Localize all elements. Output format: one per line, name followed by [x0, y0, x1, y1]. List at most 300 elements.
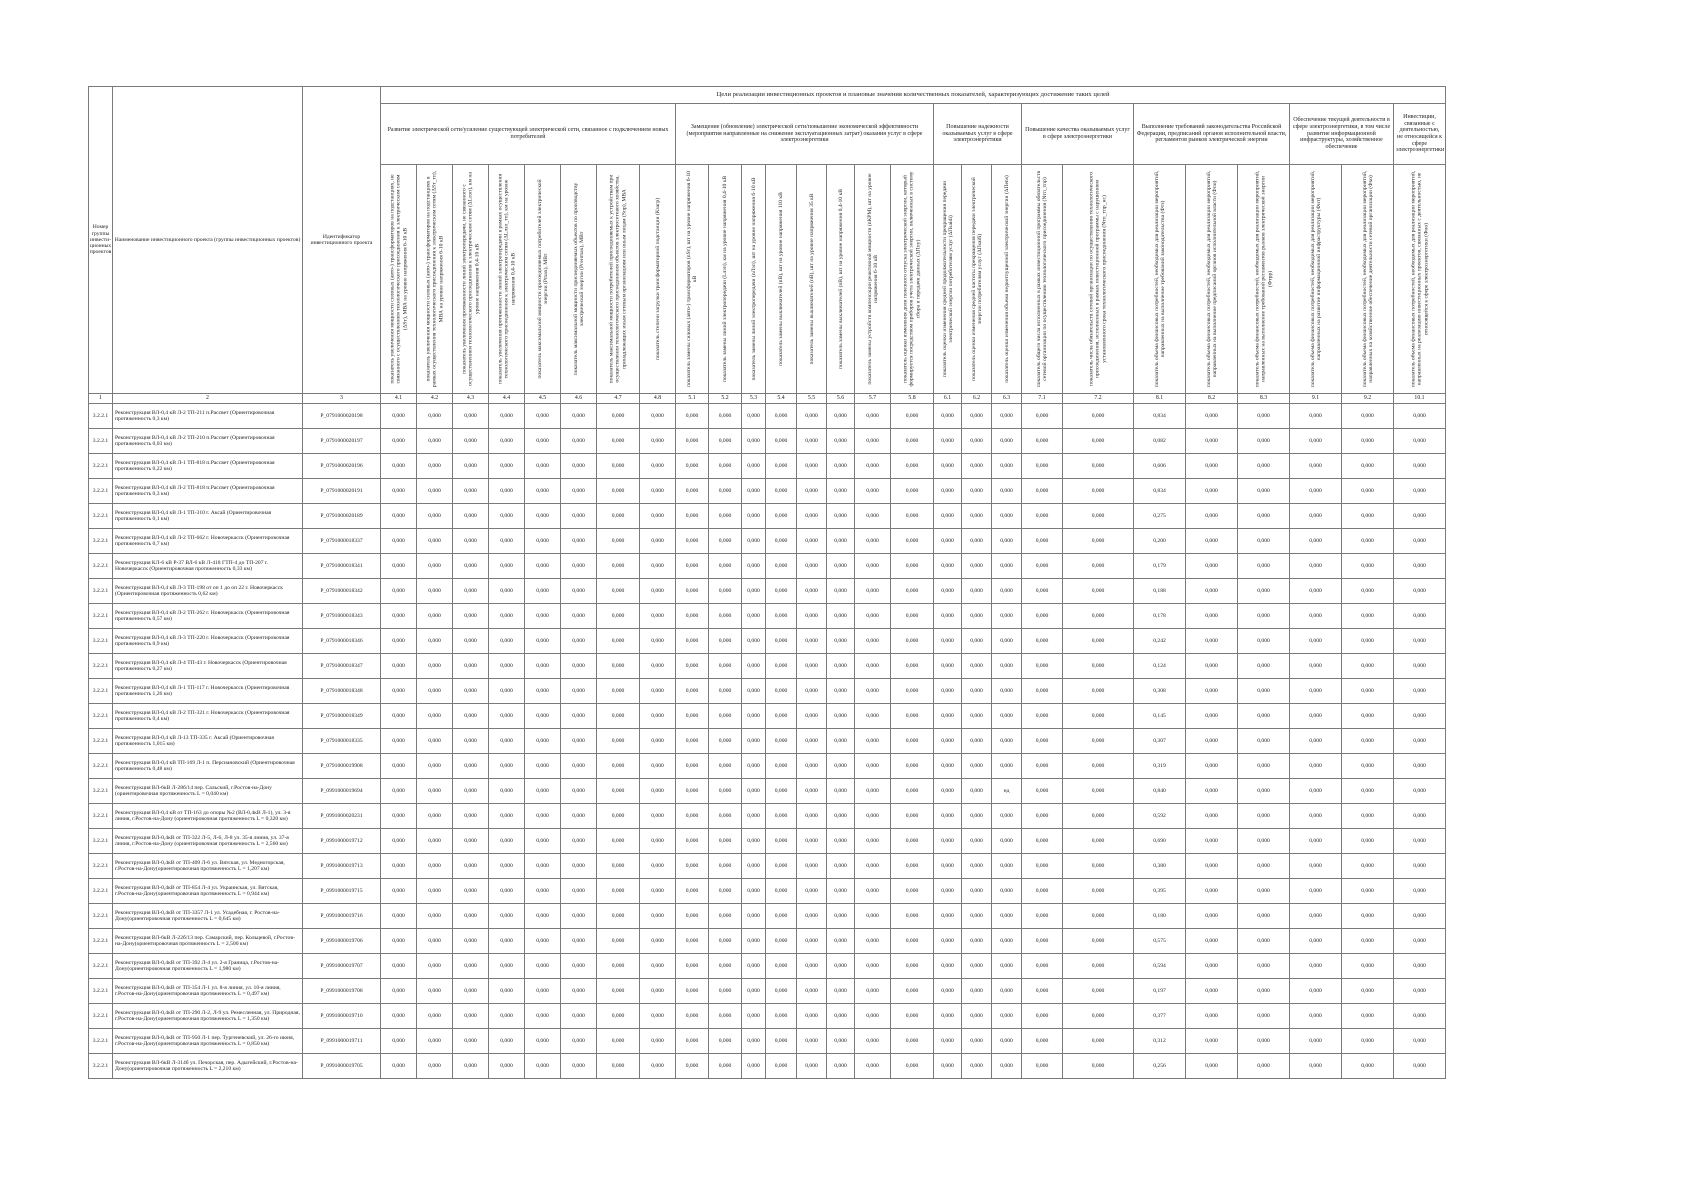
row-indicator-value: 0,000	[1186, 1029, 1238, 1054]
row-project-id: P_0791000018343	[303, 604, 381, 629]
row-indicator-value: 0,000	[1290, 504, 1342, 529]
header-indicator	[962, 165, 992, 394]
row-indicator-value: 0,000	[1186, 929, 1238, 954]
row-indicator-value: 0,000	[1063, 679, 1134, 704]
row-indicator-value: 0,000	[597, 479, 640, 504]
row-indicator-value: 0,000	[742, 979, 766, 1004]
row-indicator-value: 0,000	[561, 654, 597, 679]
row-indicator-value: 0,000	[855, 454, 891, 479]
row-indicator-value: 0,000	[934, 804, 962, 829]
row-indicator-value: 0,000	[525, 629, 561, 654]
row-indicator-value: 0,000	[453, 904, 489, 929]
table-row	[89, 954, 1446, 979]
row-indicator-value: 0,000	[934, 1029, 962, 1054]
row-indicator-value: 0,000	[1342, 454, 1394, 479]
row-indicator-value: 0,000	[766, 979, 797, 1004]
row-indicator-value: 0,000	[766, 829, 797, 854]
row-indicator-value: 0,000	[453, 929, 489, 954]
header-indicator-text: показатель оценки изменения объема недоотпущенной электрической энергии (ΔПens)	[1003, 175, 1010, 383]
row-indicator-value: 0,000	[676, 579, 709, 604]
row-indicator-value: 0,000	[640, 479, 676, 504]
row-indicator-value: 0,000	[381, 929, 417, 954]
row-indicator-value: 0,000	[709, 829, 742, 854]
header-indicator	[827, 165, 855, 394]
header-indicator-text: показатель объема финансовых потребностей, необходимых для реализации мероприятий, направленных на выполнение требований регламентов рынков электрической энергии (Фтрр)	[1254, 170, 1273, 388]
header-indicator-text: показатель числа обязательств сетевой организации по осуществлению технологического присоединения, исполненных в рамках инвестиционной программы с нарушением установленного срока технологического присоединения (Nтп_тпр_нс)	[1088, 171, 1108, 387]
row-indicator-value: 0,000	[1063, 854, 1134, 879]
row-indicator-value: 0,000	[766, 704, 797, 729]
row-indicator-value: 0,000	[417, 404, 453, 429]
row-indicator-value: 0,000	[453, 554, 489, 579]
row-indicator-value: 0,000	[1394, 529, 1446, 554]
row-indicator-value: 0,000	[453, 679, 489, 704]
row-indicator-value: 0,000	[855, 504, 891, 529]
row-indicator-value: 0,000	[742, 504, 766, 529]
column-number: 5.4	[766, 394, 797, 404]
row-indicator-value: 0,000	[934, 754, 962, 779]
row-indicator-value: 0,000	[1342, 754, 1394, 779]
row-indicator-value: 0,000	[561, 579, 597, 604]
row-indicator-value: 0,000	[1342, 979, 1394, 1004]
row-indicator-value: 0,000	[597, 829, 640, 854]
row-indicator-value: 0,000	[489, 604, 525, 629]
row-project-id: P_0791000020197	[303, 429, 381, 454]
row-indicator-value: 0,000	[1063, 929, 1134, 954]
header-indicator	[1063, 165, 1134, 394]
row-indicator-value: 0,000	[1290, 754, 1342, 779]
row-indicator-value: 0,000	[709, 629, 742, 654]
row-indicator-value: 0,000	[766, 954, 797, 979]
row-indicator-value: 0,000	[417, 479, 453, 504]
row-indicator-value: 0,000	[640, 754, 676, 779]
row-indicator-value: 0,000	[797, 904, 827, 929]
row-indicator-value: 0,000	[561, 804, 597, 829]
column-number: 7.2	[1063, 394, 1134, 404]
row-indicator-value: 0,000	[891, 1004, 934, 1029]
row-indicator-value: 0,000	[827, 554, 855, 579]
row-indicator-value: 0,000	[1022, 1004, 1063, 1029]
row-indicator-value: 0,000	[525, 404, 561, 429]
row-indicator-value: 0,000	[525, 779, 561, 804]
row-indicator-value: 0,000	[891, 429, 934, 454]
row-group-number: 3.2.2.1	[89, 579, 113, 604]
row-indicator-value: 0,000	[1022, 829, 1063, 854]
row-group-number: 3.2.2.1	[89, 429, 113, 454]
header-indicator-text: показатель объема финансовых потребностей, необходимых для реализации мероприятий, направленных на реализацию инвестиционных проектов, связанных с деятельностью, не относящейся к сфере электроэнергетики (Фно)	[1410, 170, 1429, 388]
row-project-id: P_0791000019908	[303, 754, 381, 779]
row-indicator-value: 0,000	[797, 554, 827, 579]
row-indicator-value: 0,000	[561, 729, 597, 754]
row-indicator-value: 0,000	[766, 904, 797, 929]
row-indicator-value: 0,000	[676, 704, 709, 729]
row-indicator-value: 0,000	[797, 829, 827, 854]
header-goal-group: Обеспечение текущей деятельности в сфере электроэнергетики, в том числе развитие информационной инфраструктуры, хозяйственное обеспечение	[1290, 104, 1394, 165]
row-indicator-value: 0,000	[525, 704, 561, 729]
row-indicator-value: 0,000	[709, 929, 742, 954]
row-indicator-value: 0,000	[827, 754, 855, 779]
row-indicator-value: 0,000	[1342, 579, 1394, 604]
row-indicator-value: 0,000	[1394, 1004, 1446, 1029]
row-indicator-value: 0,592	[1134, 804, 1186, 829]
row-indicator-value: 0,000	[1290, 1004, 1342, 1029]
row-indicator-value: 0,000	[891, 954, 934, 979]
row-indicator-value: 0,000	[1394, 804, 1446, 829]
column-number: 4.8	[640, 394, 676, 404]
row-group-number: 3.2.2.1	[89, 729, 113, 754]
row-indicator-value: 0,000	[525, 754, 561, 779]
row-group-number: 3.2.2.1	[89, 954, 113, 979]
column-number: 10.1	[1394, 394, 1446, 404]
row-indicator-value: 0,000	[489, 1054, 525, 1079]
row-indicator-value: 0,000	[1238, 479, 1290, 504]
row-indicator-value: 0,000	[1186, 404, 1238, 429]
row-indicator-value: 0,000	[453, 1004, 489, 1029]
row-indicator-value: 0,000	[1186, 679, 1238, 704]
row-indicator-value: 0,000	[381, 729, 417, 754]
row-indicator-value: 0,000	[766, 654, 797, 679]
row-indicator-value: 0,000	[381, 704, 417, 729]
row-project-id: P_0791000018346	[303, 629, 381, 654]
row-indicator-value: 0,000	[453, 429, 489, 454]
row-indicator-value: 0,000	[766, 529, 797, 554]
row-indicator-value: 0,000	[709, 1054, 742, 1079]
row-indicator-value: 0,000	[381, 1004, 417, 1029]
row-indicator-value: 0,000	[1238, 604, 1290, 629]
row-indicator-value: 0,000	[855, 879, 891, 904]
row-indicator-value: 0,000	[561, 679, 597, 704]
row-indicator-value: 0,000	[1063, 479, 1134, 504]
row-indicator-value: 0,000	[453, 604, 489, 629]
header-goal-group: Выполнение требований законодательства Российской Федерации, предписаний органов исполнительной власти, регламентов рынков электрической энергии	[1134, 104, 1290, 165]
row-indicator-value: 0,000	[453, 954, 489, 979]
row-indicator-value: 0,000	[1342, 804, 1394, 829]
row-indicator-value: 0,000	[489, 854, 525, 879]
row-indicator-value: 0,000	[797, 629, 827, 654]
row-indicator-value: 0,000	[766, 429, 797, 454]
row-indicator-value: 0,000	[891, 679, 934, 704]
row-indicator-value: 0,000	[742, 429, 766, 454]
row-indicator-value: 0,000	[1342, 504, 1394, 529]
row-indicator-value: 0,000	[489, 979, 525, 1004]
row-indicator-value: 0,000	[934, 579, 962, 604]
row-indicator-value: 0,000	[597, 1004, 640, 1029]
row-indicator-value: 0,000	[1342, 679, 1394, 704]
table-row	[89, 404, 1446, 429]
row-indicator-value: 0,000	[709, 904, 742, 929]
row-indicator-value: 0,000	[709, 979, 742, 1004]
row-indicator-value: 0,000	[381, 979, 417, 1004]
row-project-id: P_0991000019713	[303, 854, 381, 879]
row-group-number: 3.2.2.1	[89, 754, 113, 779]
row-indicator-value: 0,000	[676, 479, 709, 504]
row-indicator-value: 0,000	[1063, 754, 1134, 779]
header-indicator-text: показатель увеличения протяженности линий электропередачи в рамках осуществления технологического присоединения к электрическим сетям (ΔLлэп_тп), км на уровне напряжения 0,4-10 кВ	[497, 173, 516, 385]
table-row	[89, 579, 1446, 604]
row-indicator-value: 0,000	[827, 1029, 855, 1054]
row-indicator-value: 0,000	[1063, 979, 1134, 1004]
row-indicator-value: 0,000	[417, 679, 453, 704]
row-indicator-value: 0,000	[561, 979, 597, 1004]
row-indicator-value: 0,000	[766, 804, 797, 829]
row-indicator-value: 0,000	[855, 829, 891, 854]
row-indicator-value: 0,124	[1134, 654, 1186, 679]
row-indicator-value: 0,000	[1290, 679, 1342, 704]
row-indicator-value: 0,000	[640, 579, 676, 604]
row-indicator-value: 0,000	[417, 1054, 453, 1079]
row-indicator-value: 0,000	[992, 979, 1022, 1004]
row-indicator-value: 0,000	[709, 529, 742, 554]
header-indicator-text: показатель объема финансовых потребностей, необходимых для реализации мероприятий, направленных на хозяйственное обеспечение деятельности сетевой организации (Фхо)	[1361, 170, 1374, 388]
row-project-name: Реконструкция ВЛ-0,4 кВ Л-1 ТП-818 п.Рассвет (Ориентировочная протяженность 0,22 км)	[113, 454, 303, 479]
row-indicator-value: 0,000	[1290, 704, 1342, 729]
row-indicator-value: 0,000	[417, 654, 453, 679]
row-indicator-value: 0,000	[934, 504, 962, 529]
table-row	[89, 854, 1446, 879]
row-indicator-value: 0,000	[992, 504, 1022, 529]
row-indicator-value: 0,000	[1342, 954, 1394, 979]
row-indicator-value: 0,000	[489, 754, 525, 779]
row-indicator-value: 0,000	[417, 729, 453, 754]
row-indicator-value: 0,000	[525, 454, 561, 479]
row-indicator-value: 0,000	[1022, 1029, 1063, 1054]
table-row	[89, 729, 1446, 754]
row-indicator-value: 0,000	[1290, 854, 1342, 879]
row-indicator-value: 0,000	[640, 1004, 676, 1029]
row-indicator-value: 0,000	[766, 454, 797, 479]
table-row	[89, 929, 1446, 954]
row-project-id: P_0991000019716	[303, 904, 381, 929]
row-indicator-value: 0,000	[1290, 829, 1342, 854]
row-indicator-value: 0,000	[1238, 854, 1290, 879]
row-project-id: P_0791000018349	[303, 704, 381, 729]
row-indicator-value: 0,000	[381, 1054, 417, 1079]
row-indicator-value: 0,000	[489, 879, 525, 904]
row-indicator-value: 0,000	[797, 754, 827, 779]
row-indicator-value: 0,000	[891, 829, 934, 854]
row-indicator-value: 0,000	[381, 429, 417, 454]
row-indicator-value: 0,000	[676, 854, 709, 879]
row-indicator-value: 0,000	[561, 404, 597, 429]
row-indicator-value: 0,256	[1134, 1054, 1186, 1079]
row-indicator-value: 0,000	[640, 879, 676, 904]
row-indicator-value: 0,000	[417, 704, 453, 729]
row-indicator-value: 0,000	[797, 1054, 827, 1079]
row-indicator-value: 0,000	[561, 1054, 597, 1079]
row-indicator-value: 0,000	[1342, 929, 1394, 954]
row-indicator-value: 0,000	[640, 1054, 676, 1079]
row-indicator-value: 0,000	[1394, 779, 1446, 804]
table-row	[89, 679, 1446, 704]
row-indicator-value: 0,000	[827, 404, 855, 429]
row-indicator-value: 0,000	[797, 454, 827, 479]
row-indicator-value: 0,000	[417, 754, 453, 779]
row-group-number: 3.2.2.1	[89, 704, 113, 729]
row-indicator-value: 0,275	[1134, 504, 1186, 529]
row-indicator-value: 0,000	[827, 804, 855, 829]
header-project-id: Идентификатор инвестиционного проекта	[303, 87, 381, 394]
header-indicator-text: показатель увеличения мощности силовых (авто-) трансформаторов на подстанциях в рамках осуществления технологического присоединения к электрическим сетям (ΔSт_тп), МВА на уровне напряжения 6-10 кВ	[425, 170, 444, 388]
row-indicator-value: 0,000	[453, 579, 489, 604]
row-indicator-value: 0,000	[962, 629, 992, 654]
row-indicator-value: 0,000	[453, 404, 489, 429]
row-project-name: Реконструкция ВЛ-0,4 кВ Л-2 ТП-210 п.Рассвет (Ориентировочная протяженность 0,03 км)	[113, 429, 303, 454]
row-indicator-value: 0,000	[934, 929, 962, 954]
row-indicator-value: 0,000	[417, 429, 453, 454]
row-indicator-value: 0,000	[489, 729, 525, 754]
row-indicator-value: 0,000	[709, 479, 742, 504]
row-indicator-value: 0,000	[934, 979, 962, 1004]
row-indicator-value: 0,000	[381, 454, 417, 479]
row-indicator-value: 0,000	[417, 579, 453, 604]
row-indicator-value: 0,000	[1394, 954, 1446, 979]
row-indicator-value: 0,000	[855, 979, 891, 1004]
row-indicator-value: 0,000	[676, 779, 709, 804]
row-indicator-value: 0,000	[855, 679, 891, 704]
row-indicator-value: 0,000	[962, 404, 992, 429]
row-indicator-value: 0,000	[597, 1029, 640, 1054]
row-indicator-value: 0,000	[597, 954, 640, 979]
row-indicator-value: 0,000	[891, 979, 934, 1004]
row-indicator-value: 0,000	[1238, 529, 1290, 554]
row-indicator-value: 0,000	[1022, 629, 1063, 654]
row-indicator-value: 0,000	[962, 504, 992, 529]
row-indicator-value: 0,000	[453, 479, 489, 504]
header-indicator	[1134, 165, 1186, 394]
row-indicator-value: 0,000	[381, 879, 417, 904]
row-project-id: P_0991000019705	[303, 1054, 381, 1079]
row-indicator-value: 0,000	[934, 604, 962, 629]
row-indicator-value: 0,000	[561, 754, 597, 779]
row-indicator-value: 0,000	[891, 454, 934, 479]
row-indicator-value: 0,000	[561, 504, 597, 529]
row-group-number: 3.2.2.1	[89, 929, 113, 954]
row-project-name: Реконструкция ВЛ-0,4кВ от ТП-3357 Л-1 ул. Усадебная, г. Ростов-на-Дону(ориентировочная протяженность L = 0,645 км)	[113, 904, 303, 929]
row-indicator-value: 0,000	[676, 829, 709, 854]
row-indicator-value: 0,000	[1342, 554, 1394, 579]
row-indicator-value: 0,000	[891, 404, 934, 429]
row-indicator-value: 0,000	[1063, 954, 1134, 979]
table-row	[89, 754, 1446, 779]
row-indicator-value: 0,000	[962, 829, 992, 854]
row-indicator-value: 0,000	[855, 479, 891, 504]
column-number: 8.2	[1186, 394, 1238, 404]
row-indicator-value: 0,000	[561, 704, 597, 729]
header-indicator-text: показатель замены выключателей (nВ), шт на уровне напряжения 35 кВ	[808, 193, 815, 365]
row-indicator-value: 0,000	[992, 1004, 1022, 1029]
header-indicator-text: показатель замены силовых (авто-) трансформаторов (nSт), шт на уровне напряжения 6-10 кВ	[685, 171, 698, 387]
row-indicator-value: 0,000	[992, 854, 1022, 879]
row-indicator-value: 0,000	[709, 854, 742, 879]
row-indicator-value: 0,000	[709, 429, 742, 454]
row-group-number: 3.2.2.1	[89, 454, 113, 479]
row-indicator-value: 0,000	[992, 954, 1022, 979]
row-indicator-value: 0,000	[934, 429, 962, 454]
row-indicator-value: 0,000	[640, 729, 676, 754]
row-indicator-value: 0,000	[992, 479, 1022, 504]
row-indicator-value: 0,000	[525, 654, 561, 679]
row-indicator-value: 0,000	[561, 779, 597, 804]
row-indicator-value: 0,000	[597, 529, 640, 554]
row-indicator-value: 0,000	[417, 504, 453, 529]
row-project-id: P_0791000018347	[303, 654, 381, 679]
row-indicator-value: 0,000	[1238, 554, 1290, 579]
row-indicator-value: 0,000	[797, 979, 827, 1004]
row-indicator-value: 0,000	[489, 779, 525, 804]
row-indicator-value: 0,000	[827, 529, 855, 554]
row-indicator-value: 0,000	[640, 429, 676, 454]
row-indicator-value: 0,834	[1134, 479, 1186, 504]
row-indicator-value: 0,000	[797, 854, 827, 879]
column-number: 4.4	[489, 394, 525, 404]
row-indicator-value: 0,000	[1063, 629, 1134, 654]
row-indicator-value: 0,000	[742, 479, 766, 504]
table-row	[89, 779, 1446, 804]
row-indicator-value: 0,000	[827, 454, 855, 479]
row-indicator-value: 0,000	[1022, 779, 1063, 804]
row-indicator-value: 0,000	[742, 779, 766, 804]
row-indicator-value: 0,000	[891, 904, 934, 929]
row-indicator-value: 0,000	[676, 504, 709, 529]
row-indicator-value: 0,000	[1186, 979, 1238, 1004]
row-indicator-value: 0,000	[1063, 554, 1134, 579]
column-number: 5.2	[709, 394, 742, 404]
row-indicator-value: 0,000	[1186, 529, 1238, 554]
row-indicator-value: 0,000	[381, 904, 417, 929]
row-indicator-value: 0,000	[453, 754, 489, 779]
header-indicator	[417, 165, 453, 394]
row-indicator-value: 0,000	[1238, 1054, 1290, 1079]
row-group-number: 3.2.2.1	[89, 604, 113, 629]
row-indicator-value: 0,000	[1394, 454, 1446, 479]
row-indicator-value: 0,000	[962, 429, 992, 454]
row-indicator-value: 0,000	[1290, 479, 1342, 504]
header-goal-group: Повышение надежности оказываемых услуг в сфере электроэнергетики	[934, 104, 1022, 165]
row-indicator-value: 0,000	[855, 729, 891, 754]
row-indicator-value: 0,000	[827, 629, 855, 654]
table-row	[89, 904, 1446, 929]
row-indicator-value: 0,000	[797, 1004, 827, 1029]
row-indicator-value: 0,000	[962, 754, 992, 779]
header-indicator-text: показатель замены выключателей (nВ), шт на уровне напряжения 0,4-10 кВ	[837, 189, 844, 369]
row-indicator-value: 0,000	[1063, 829, 1134, 854]
row-indicator-value: 0,000	[1186, 904, 1238, 929]
row-indicator-value: 0,000	[934, 854, 962, 879]
row-indicator-value: 0,000	[489, 1029, 525, 1054]
row-indicator-value: 0,840	[1134, 779, 1186, 804]
row-indicator-value: 0,000	[797, 1029, 827, 1054]
table-row	[89, 629, 1446, 654]
row-indicator-value: 0,000	[640, 404, 676, 429]
row-indicator-value: 0,000	[1238, 579, 1290, 604]
row-indicator-value: 0,000	[962, 929, 992, 954]
row-indicator-value: 0,000	[797, 479, 827, 504]
row-indicator-value: 0,000	[891, 479, 934, 504]
row-indicator-value: 0,000	[597, 604, 640, 629]
row-indicator-value: 0,000	[1342, 654, 1394, 679]
row-indicator-value: 0,000	[855, 804, 891, 829]
row-indicator-value: 0,000	[417, 929, 453, 954]
row-indicator-value: 0,000	[992, 754, 1022, 779]
row-indicator-value: 0,000	[709, 404, 742, 429]
row-indicator-value: 0,000	[742, 404, 766, 429]
row-indicator-value: 0,000	[676, 929, 709, 954]
column-number: 2	[113, 394, 303, 404]
row-indicator-value: 0,000	[1238, 804, 1290, 829]
row-indicator-value: 0,000	[1290, 579, 1342, 604]
row-indicator-value: 0,000	[489, 429, 525, 454]
row-indicator-value: 0,000	[676, 429, 709, 454]
row-indicator-value: 0,000	[453, 454, 489, 479]
